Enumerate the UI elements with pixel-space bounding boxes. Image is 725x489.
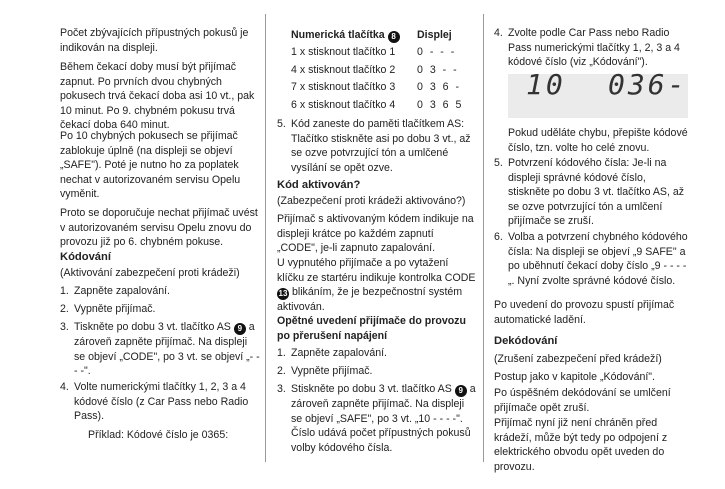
list-item: 5. Kód zaneste do paměti tlačítkem AS: Tlačítko stiskněte asi po dobu 3 vt., až se ozve potvrzující tón a umlčené vysílání se opět ozve. [277, 118, 471, 174]
button-9-icon: 9 [234, 323, 246, 335]
column-1 [60, 0, 260, 489]
subheading-dekodovani: (Zrušení zabezpečení před krádeží) [494, 353, 662, 365]
list-item: 2. Vypněte přijímač. [60, 303, 156, 315]
button-9-icon: 9 [455, 385, 467, 397]
table-row: 1 x stisknout tlačítko 1 0 - - - [291, 46, 457, 59]
list-item: 1. Zapněte zapalování. [60, 285, 171, 297]
list-item: 4. Volte numerickými tlačítky 1, 2, 3 a 4 kódové číslo (z Car Pass nebo Radio Pass). [60, 381, 249, 423]
list-item: 5. Potvrzení kódového čísla: Je-li na displeji správné kódové číslo, stiskněte po dobu 3 vt. tlačítko AS, až se ozve potvrzující tón a umlčení přijímače se zruší. [494, 157, 685, 228]
heading-restart: Opětné uvedení přijímače do provozu po přerušení napájení [277, 315, 466, 342]
heading-kod-aktivovan: Kód aktivován? [277, 179, 361, 191]
subheading-kod-aktivovan: (Zabezpečení proti krádeži aktivováno?) [277, 195, 466, 207]
list-item: 1. Zapněte zapalování. [277, 347, 388, 359]
column-divider-2 [483, 14, 484, 462]
display-code: 036- [608, 68, 688, 101]
column-3 [494, 0, 690, 489]
paragraph-auto-tuning: Po uvedení do provozu spustí přijímač automatické ladění. [494, 299, 675, 326]
paragraph-attempts: Počet zbývajících přípustných pokusů je indikován na displeji. [60, 27, 249, 54]
column-2 [277, 0, 477, 489]
table-row: 4 x stisknout tlačítko 2 0 3 - - [291, 63, 459, 76]
paragraph-mute-cancel: Po úspěšném dekódování se umlčení přijímače opět zruší. [494, 387, 671, 414]
table-row: 6 x stisknout tlačítko 4 0 3 6 5 [291, 98, 464, 111]
paragraph-code-indication: Přijímač s aktivovaným kódem indikuje na displeji krátce po každém zapnutí „CODE", je-li zapnuto zapalování. [277, 213, 474, 255]
example-text: Příklad: Kódové číslo je 0365: [88, 429, 229, 441]
heading-kodovani: Kódování [60, 251, 111, 263]
column-divider-1 [265, 14, 266, 462]
button-8-icon: 8 [388, 31, 400, 43]
paragraph-error: Pokud uděláte chybu, přepište kódové číslo, tzn. volte ho celé znovu. [508, 127, 688, 154]
radio-display [508, 68, 688, 118]
table-row: 7 x stisknout tlačítko 3 0 3 6 - [291, 81, 462, 94]
paragraph-code-led: U vypnutého přijímače a po vytažení klíčku ze startéru indikuje kontrolka CODE 13 blikáním, že je bezpečnostní systém aktivován. [277, 257, 476, 314]
list-item: 3. Stiskněte po dobu 3 vt. tlačítko AS 9 a zároveň zapněte přijímač. Na displeji se objeví „SAFE", po 3 vt. „10 - - - -". Číslo udává počet přípustných pokusů volby kódového čísla. [277, 383, 476, 454]
paragraph-lockout: Po 10 chybných pokusech se přijímač zablokuje úplně (na displeji se objeví „SAFE"). Poté je nutno ho za poplatek nechat v autorizovaném servisu Opelu vyměnit. [60, 130, 241, 201]
table-header: Numerická tlačítka 8 Displej [291, 29, 452, 41]
paragraph-procedure: Postup jako v kapitole „Kódování". [494, 371, 655, 383]
list-item: 3. Tiskněte po dobu 3 vt. tlačítko AS 9 a zároveň zapněte přijímač. Na displeji se objeví „CODE", po 3 vt. se objeví „- - - -". [60, 321, 260, 378]
subheading-kodovani: (Aktivování zabezpečení proti krádeži) [60, 267, 240, 279]
list-item: 2. Vypněte přijímač. [277, 365, 373, 377]
paragraph-unprotected: Přijímač nyní již není chráněn před krádeží, může být tedy po odpojení z elektrického obvodu opět uveden do provozu. [494, 417, 668, 473]
heading-dekodovani: Dekódování [494, 335, 558, 347]
list-item: 4. Zvolte podle Car Pass nebo Radio Pass numerickými tlačítky 1, 2, 3 a 4 kódové číslo (viz „Kódování"). [494, 27, 680, 69]
paragraph-waiting-time: Během čekací doby musí být přijímač zapnut. Po prvních dvou chybných pokusech trvá čekací doba asi 10 vt., pak 10 minut. Po 9. chybném pokusu trvá čekací doba 640 minut. [60, 61, 255, 132]
display-attempts: 10 [526, 68, 566, 101]
indicator-13-icon: 13 [278, 289, 288, 299]
code-entry-table [277, 28, 477, 115]
list-item: 6. Volba a potvrzení chybného kódového čísla: Na displeji se objeví „9 SAFE" a po uběhnutí čekací doby číslo „9 - - - -„. Nyní zvolte správné kódové číslo. [494, 231, 688, 287]
paragraph-recommendation: Proto se doporučuje nechat přijímač uvést v autorizovaném servisu Opelu znovu do provozu již po 6. chybném pokuse. [60, 207, 258, 249]
